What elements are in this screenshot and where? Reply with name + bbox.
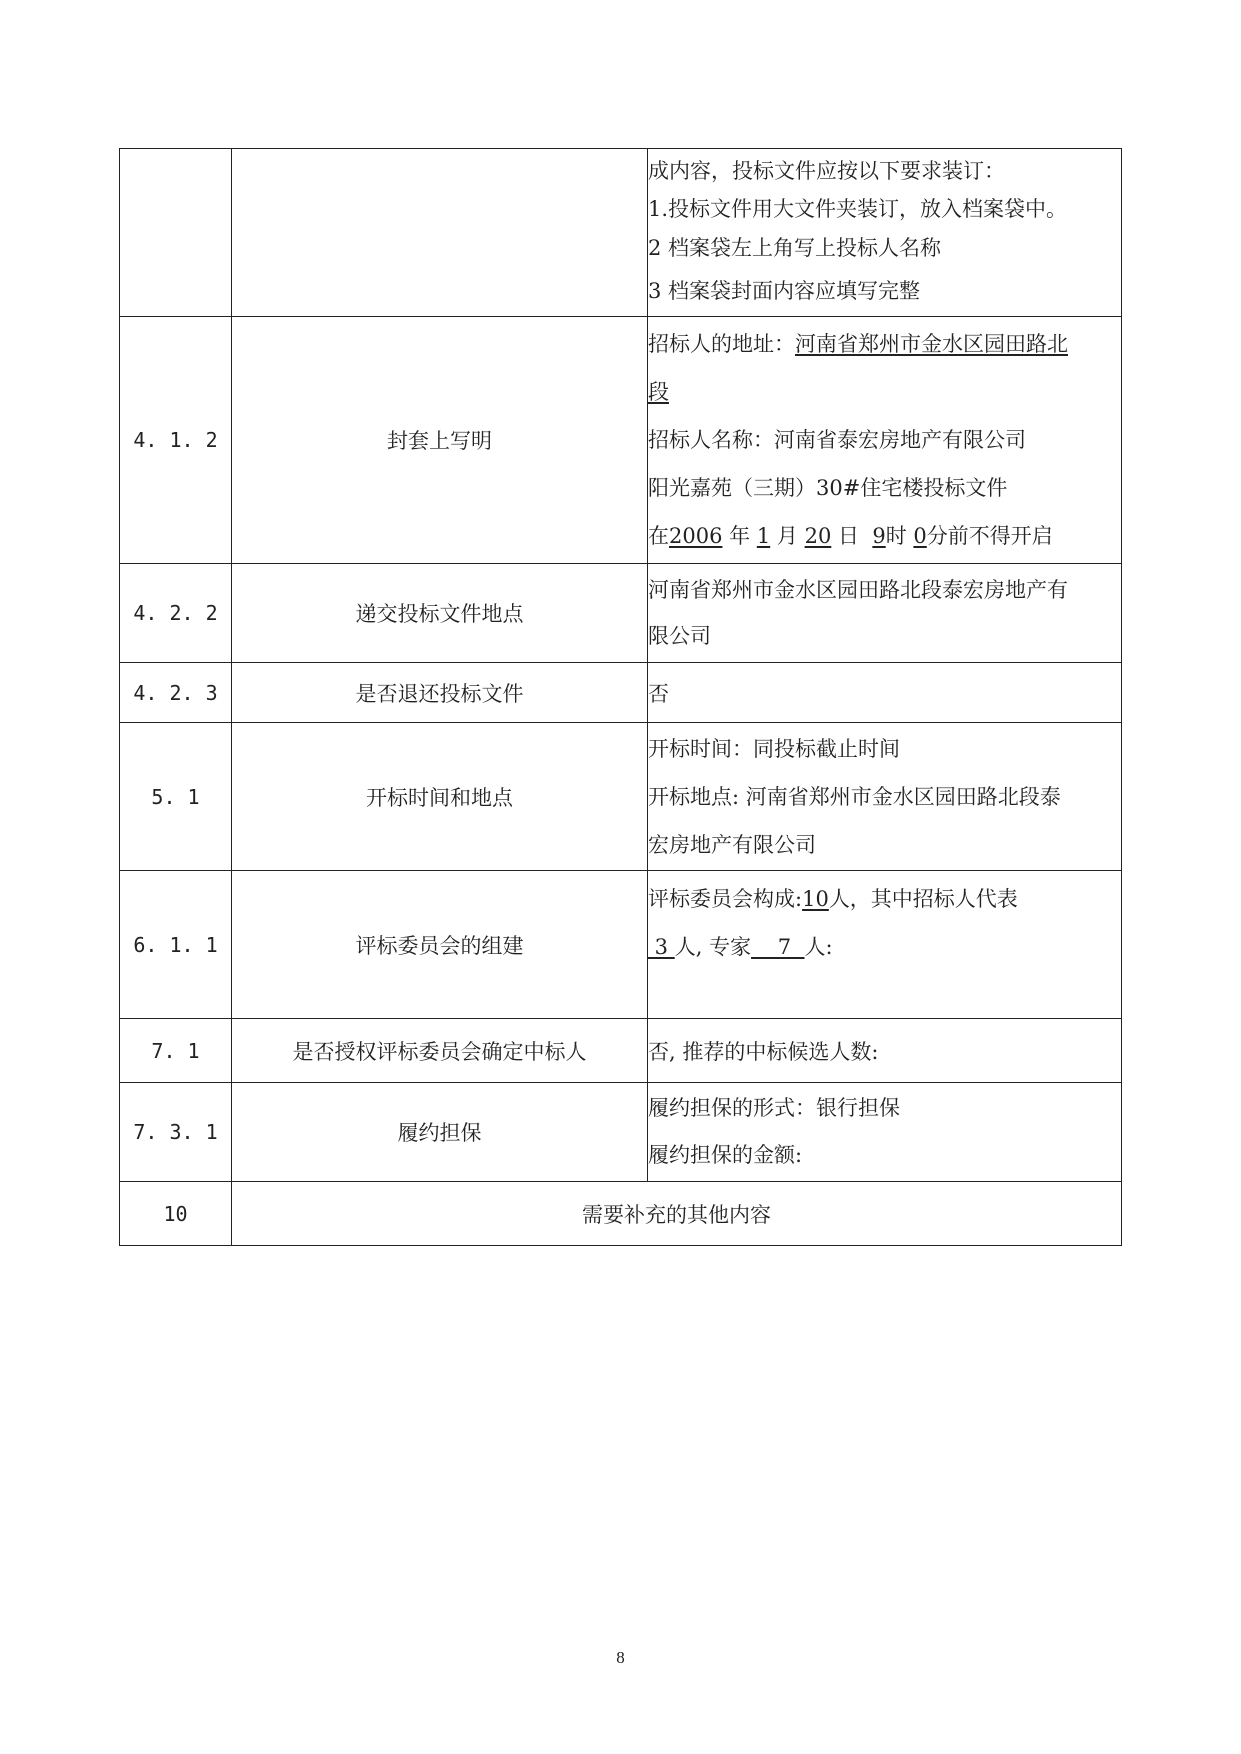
content-line: 限公司 <box>648 624 711 648</box>
deadline-minute: 0 <box>913 524 927 548</box>
content-line: 3 档案袋封面内容应填写完整 <box>648 278 921 303</box>
table-row <box>120 149 1122 317</box>
content-line: 开标时间：同投标截止时间 <box>648 736 900 761</box>
clause-content <box>648 1019 1122 1083</box>
table-row <box>120 1182 1122 1246</box>
clause-number: 4. 2. 3 <box>120 663 232 723</box>
content-line: 河南省郑州市金水区园田路北段泰宏房地产有 <box>648 578 1068 602</box>
content-line: 成内容，投标文件应按以下要求装订： <box>648 158 1005 183</box>
committee-reps: 3 <box>648 935 675 959</box>
deadline-line: 在2006 年 1 月 20 日 9时 0分前不得开启 <box>648 524 1053 548</box>
address-label: 招标人的地址： <box>648 332 795 356</box>
content-line: 否 <box>648 681 669 706</box>
content-line: 履约担保的金额: <box>648 1143 803 1167</box>
committee-total: 10 <box>802 887 829 911</box>
clause-content <box>648 317 1122 564</box>
table-row <box>120 564 1122 663</box>
address-value: 段 <box>648 380 669 404</box>
clause-number: 6. 1. 1 <box>120 871 232 1019</box>
deadline-hour: 9 <box>872 524 886 548</box>
bid-data-table <box>119 148 1122 1246</box>
table-row <box>120 723 1122 871</box>
clause-item: 递交投标文件地点 <box>232 564 648 663</box>
clause-item: 需要补充的其他内容 <box>232 1182 1122 1246</box>
clause-item: 履约担保 <box>232 1083 648 1182</box>
table-row <box>120 871 1122 1019</box>
clause-number: 4. 1. 2 <box>120 317 232 564</box>
clause-content <box>648 663 1122 723</box>
deadline-day: 20 <box>804 524 832 548</box>
clause-number: 4. 2. 2 <box>120 564 232 663</box>
clause-item: 评标委员会的组建 <box>232 871 648 1019</box>
content-line: 2 档案袋左上角写上投标人名称 <box>648 235 942 260</box>
clause-item: 封套上写明 <box>232 317 648 564</box>
content-line: 履约担保的形式：银行担保 <box>648 1096 900 1120</box>
clause-content <box>648 871 1122 1019</box>
clause-item: 是否授权评标委员会确定中标人 <box>232 1019 648 1083</box>
committee-experts: 7 <box>751 935 805 959</box>
deadline-year: 2006 <box>669 524 723 548</box>
clause-number: 7. 3. 1 <box>120 1083 232 1182</box>
deadline-month: 1 <box>756 524 771 548</box>
content-line: 招标人名称：河南省泰宏房地产有限公司 <box>648 428 1026 452</box>
table-row <box>120 663 1122 723</box>
clause-item: 是否退还投标文件 <box>232 663 648 723</box>
table-row <box>120 1083 1122 1182</box>
clause-content <box>648 564 1122 663</box>
content-line <box>648 320 1121 368</box>
clause-number: 7. 1 <box>120 1019 232 1083</box>
clause-number: 5. 1 <box>120 723 232 871</box>
content-line: 阳光嘉苑（三期）30#住宅楼投标文件 <box>648 476 1008 500</box>
page-number: 8 <box>616 1648 625 1667</box>
table-row <box>120 317 1122 564</box>
clause-content <box>648 723 1122 871</box>
content-line <box>648 368 1121 416</box>
clause-item <box>232 149 648 317</box>
table-row <box>120 1019 1122 1083</box>
content-line: 否, 推荐的中标候选人数: <box>648 1039 879 1064</box>
clause-item: 开标时间和地点 <box>232 723 648 871</box>
address-value: 河南省郑州市金水区园田路北 <box>795 332 1068 356</box>
clause-number: 10 <box>120 1182 232 1246</box>
content-line: 宏房地产有限公司 <box>648 832 816 857</box>
committee-line: 3 人, 专家 7 人: <box>648 935 833 959</box>
clause-number <box>120 149 232 317</box>
content-line: 1.投标文件用大文件夹装订，放入档案袋中。 <box>648 196 1068 221</box>
content-line: 开标地点: 河南省郑州市金水区园田路北段泰 <box>648 784 1061 809</box>
clause-content <box>648 1083 1122 1182</box>
committee-line: 评标委员会构成:10人，其中招标人代表 <box>648 887 1018 911</box>
clause-content <box>648 149 1122 317</box>
